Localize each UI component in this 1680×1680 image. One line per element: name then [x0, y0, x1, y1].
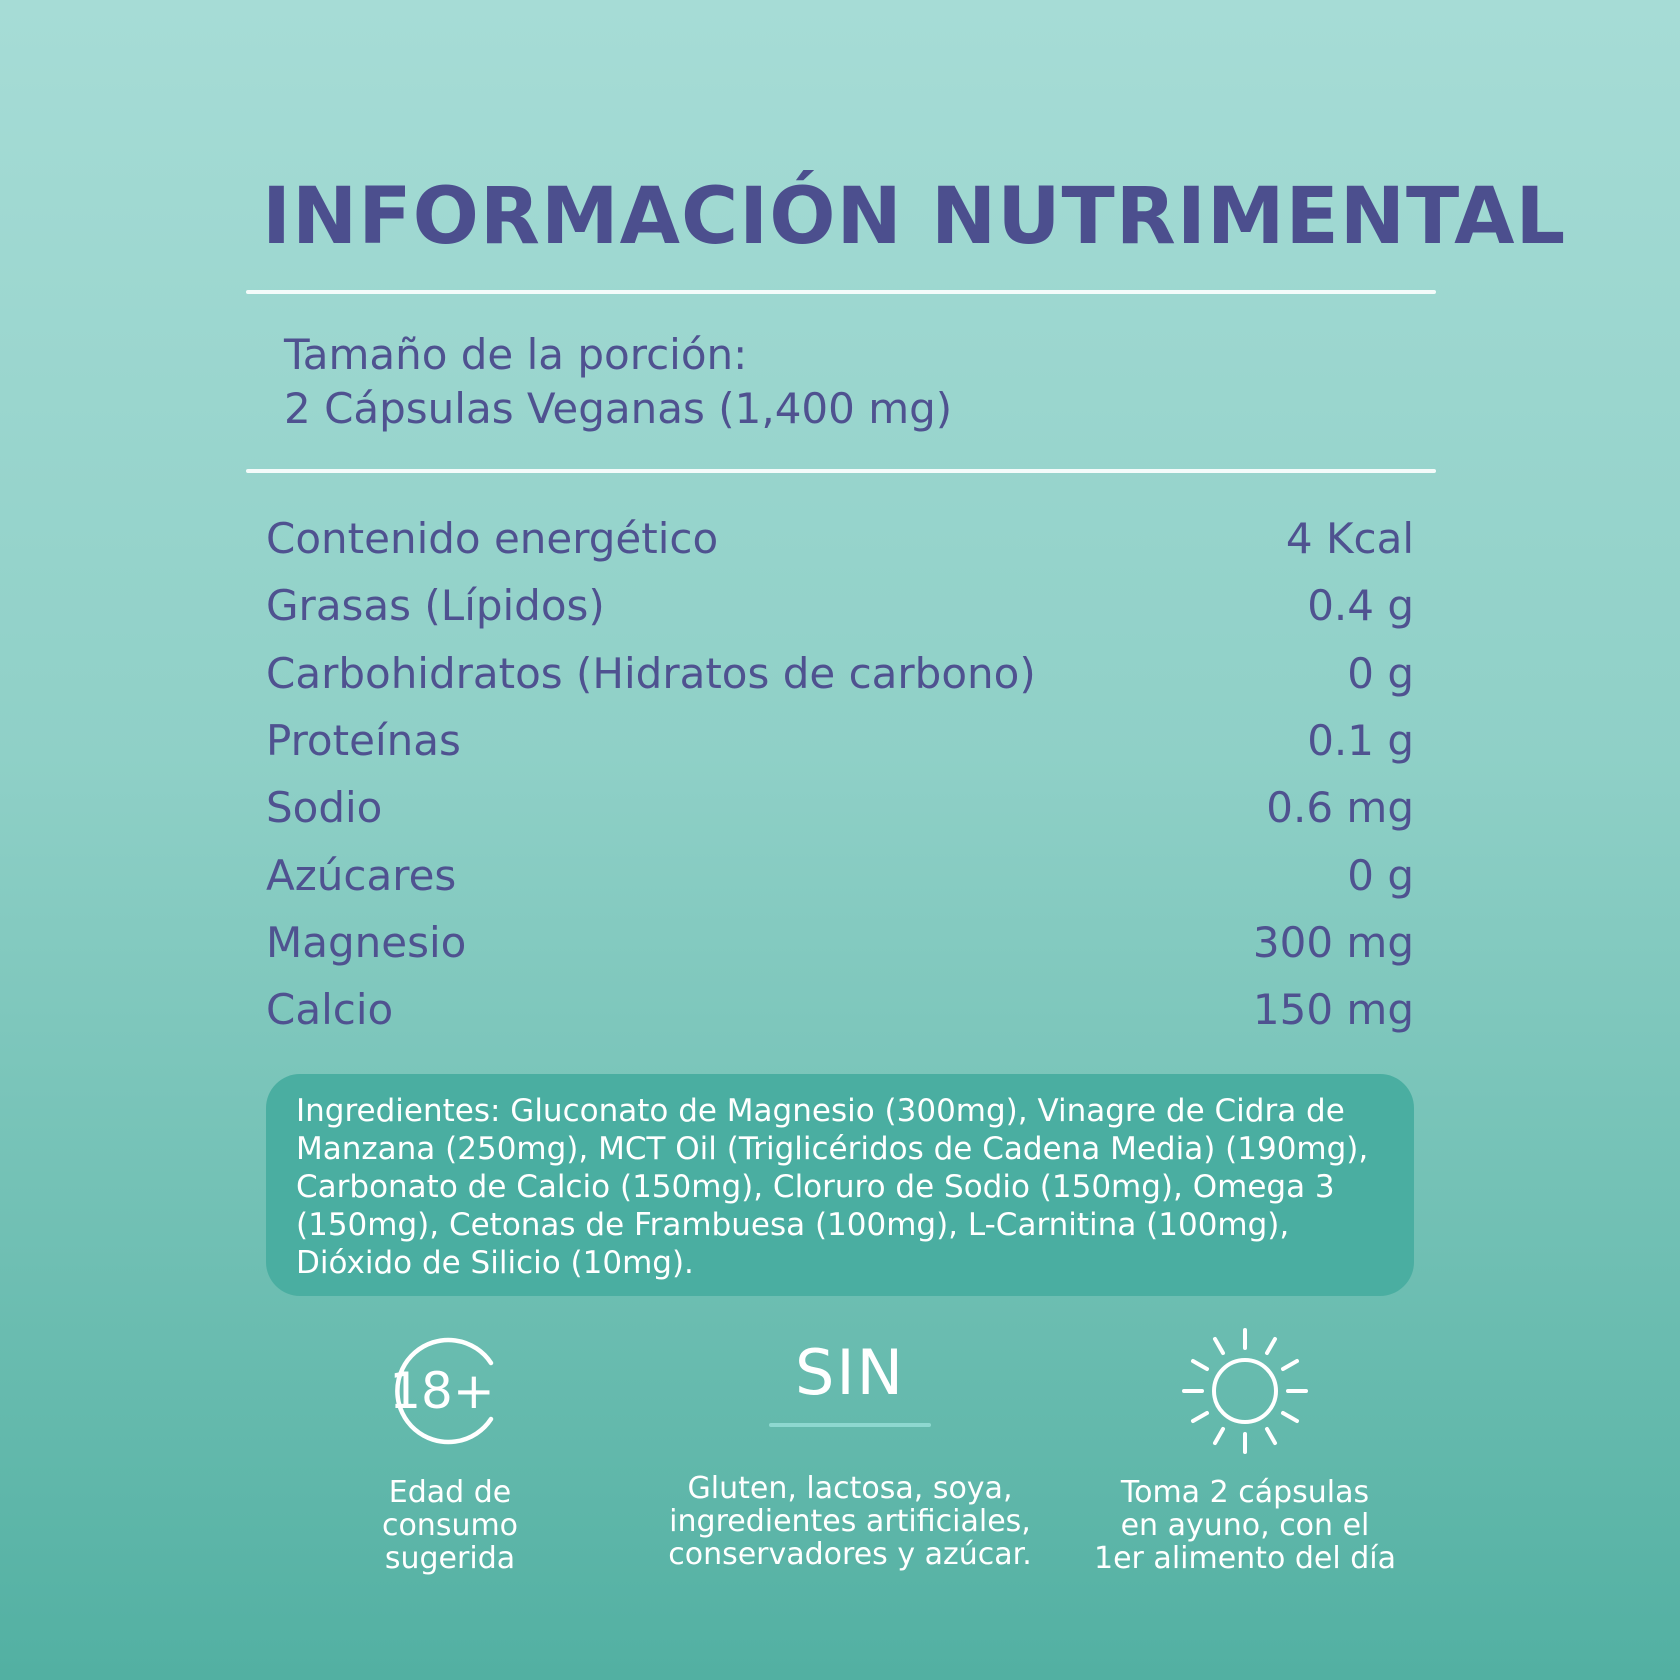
nutrient-row: [266, 976, 1414, 1043]
nutrient-value: 150 mg: [1252, 985, 1414, 1035]
nutrient-name: Carbohidratos (Hidratos de carbono): [266, 648, 1036, 698]
nutrient-value: 0.4 g: [1307, 581, 1414, 631]
free-from-caption-line: ingredientes artificiales,: [669, 1504, 1031, 1539]
free-from-heading: SIN: [794, 1336, 906, 1409]
nutrient-table: [266, 505, 1414, 1043]
nutrient-name: Sodio: [266, 783, 383, 833]
free-from-heading-box: [640, 1336, 1060, 1448]
nutrient-row: [266, 572, 1414, 639]
nutrient-name: Grasas (Lípidos): [266, 581, 605, 631]
ingredients-box: Ingredientes: Gluconato de Magnesio (300mg), Vinagre de Cidra de Manzana (250mg), MCT Oil (Triglicéridos de Cadena Media) (190mg), Carbonato de Calcio (150mg), Cloruro de Sodio (150mg), Omega 3 (150mg), Cetonas de Frambuesa (100mg), L-Carnitina (100mg), Dióxido de Silicio (10mg).: [266, 1074, 1414, 1296]
nutrient-value: 0.6 mg: [1266, 783, 1414, 833]
nutrient-name: Azúcares: [266, 850, 457, 900]
nutrient-value: 300 mg: [1252, 917, 1414, 967]
free-from-caption-line: conservadores y azúcar.: [668, 1537, 1032, 1572]
nutrient-row: [266, 640, 1414, 707]
portion-label: Tamaño de la porción:: [284, 330, 748, 379]
nutrient-name: Calcio: [266, 985, 394, 1035]
portion-size: [284, 328, 952, 436]
nutrient-name: Proteínas: [266, 716, 461, 766]
dosage-caption-line: Toma 2 cápsulas: [1120, 1475, 1370, 1510]
dosage-caption: [1080, 1476, 1410, 1575]
nutrient-value: 0 g: [1347, 850, 1414, 900]
divider-bottom: [246, 469, 1436, 473]
nutrient-name: Contenido energético: [266, 514, 719, 564]
age-icon-text: 18+: [389, 1362, 495, 1420]
age-caption: [340, 1476, 560, 1575]
free-from-badge: [640, 1330, 1060, 1571]
nutrient-value: 0.1 g: [1307, 716, 1414, 766]
age-18-plus-icon: [340, 1330, 560, 1452]
age-caption-line: sugerida: [384, 1541, 516, 1576]
dosage-caption-line: en ayuno, con el: [1120, 1508, 1370, 1543]
free-from-caption: [640, 1472, 1060, 1571]
nutrient-row: [266, 707, 1414, 774]
nutrient-row: [266, 774, 1414, 841]
nutrient-row: [266, 505, 1414, 572]
dosage-badge: [1080, 1330, 1410, 1575]
free-from-underline: [769, 1423, 931, 1427]
nutrient-value: 4 Kcal: [1285, 514, 1414, 564]
nutrient-name: Magnesio: [266, 917, 467, 967]
nutrient-row: [266, 841, 1414, 908]
age-caption-line: Edad de: [388, 1475, 512, 1510]
nutrient-value: 0 g: [1347, 648, 1414, 698]
free-from-caption-line: Gluten, lactosa, soya,: [687, 1471, 1013, 1506]
age-caption-line: consumo: [381, 1508, 519, 1543]
dosage-caption-line: 1er alimento del día: [1094, 1541, 1396, 1576]
sun-icon: [1080, 1330, 1410, 1452]
portion-value: 2 Cápsulas Veganas (1,400 mg): [284, 384, 953, 433]
age-badge: [340, 1330, 560, 1575]
divider-top: [246, 290, 1436, 294]
nutrient-row: [266, 909, 1414, 976]
page-title: INFORMACIÓN NUTRIMENTAL: [262, 172, 1567, 262]
